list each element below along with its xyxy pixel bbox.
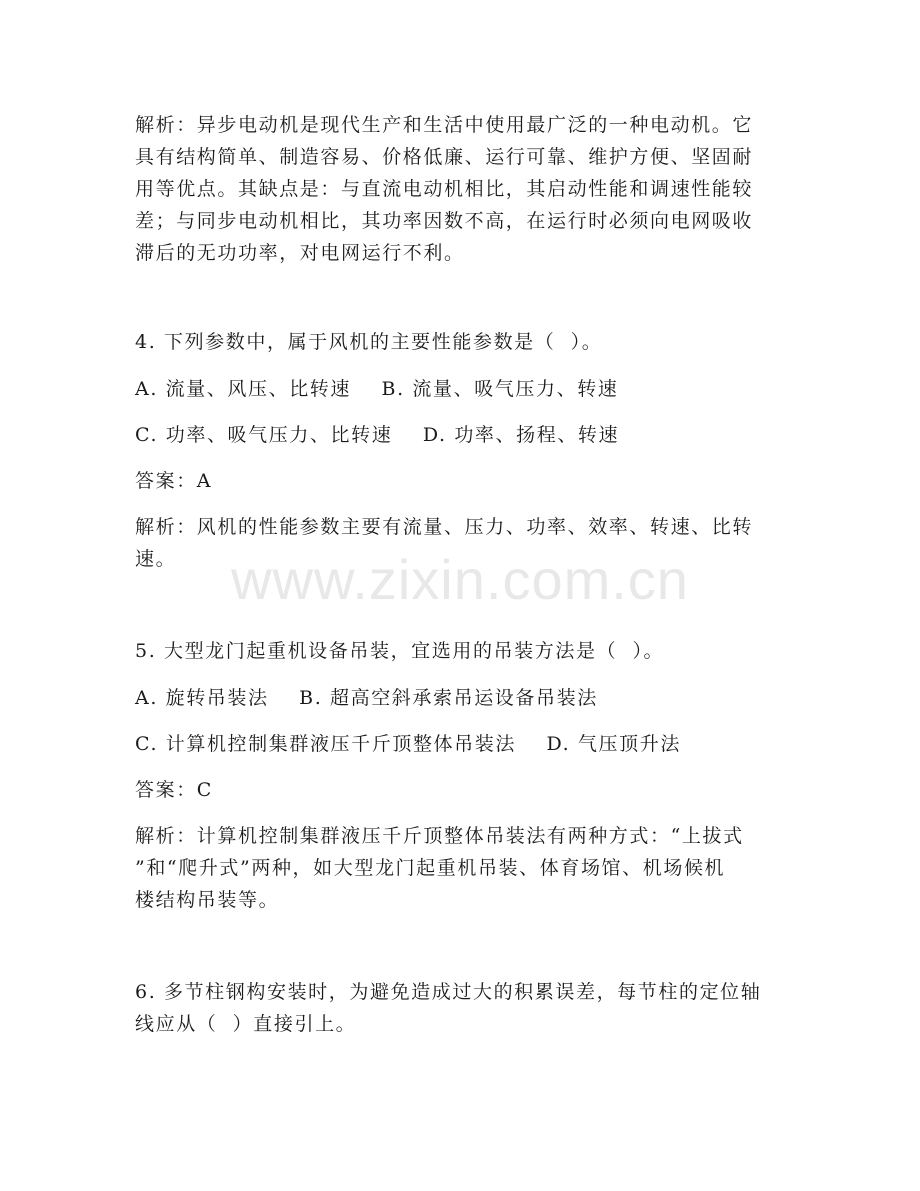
question-5-options-ab: A. 旋转吊装法 B. 超高空斜承索吊运设备吊装法	[135, 687, 598, 709]
analysis-line: 差；与同步电动机相比，其功率因数不高，在运行时必须向电网吸收	[135, 210, 754, 232]
question-5-options-cd: C. 计算机控制集群液压千斤顶整体吊装法 D. 气压顶升法	[135, 733, 681, 755]
question-5-text: 5. 大型龙门起重机设备吊装，宜选用的吊装方法是（ ）。	[135, 640, 665, 662]
question-5-analysis-line: 解析：计算机控制集群液压千斤顶整体吊装法有两种方式：“上拔式	[135, 825, 744, 847]
question-4-options-ab: A. 流量、风压、比转速 B. 流量、吸气压力、转速	[135, 378, 619, 400]
question-5-analysis-line: 楼结构吊装等。	[135, 889, 280, 911]
analysis-line: 具有结构简单、制造容易、价格低廉、运行可靠、维护方便、坚固耐	[135, 146, 754, 168]
question-4-analysis-line: 速。	[135, 548, 177, 570]
question-5-analysis-line: ”和“爬升式”两种，如大型龙门起重机吊装、体育场馆、机场候机	[135, 857, 726, 879]
question-5-answer: 答案：C	[135, 779, 213, 801]
analysis-line: 用等优点。其缺点是：与直流电动机相比，其启动性能和调速性能较	[135, 178, 754, 200]
analysis-line: 解析：异步电动机是现代生产和生活中使用最广泛的一种电动机。它	[135, 114, 754, 136]
question-4-options-cd: C. 功率、吸气压力、比转速 D. 功率、扬程、转速	[135, 424, 620, 446]
question-4-analysis-line: 解析：风机的性能参数主要有流量、压力、功率、效率、转速、比转	[135, 516, 754, 538]
question-4-answer: 答案：A	[135, 470, 213, 492]
question-6-text-line: 线应从（ ）直接引上。	[135, 1013, 357, 1035]
analysis-line: 滞后的无功功率，对电网运行不利。	[135, 242, 465, 264]
question-6-text-line: 6. 多节柱钢构安装时，为避免造成过大的积累误差，每节柱的定位轴	[135, 981, 762, 1003]
watermark: www.zixin.com.cn	[231, 548, 689, 611]
question-4-text: 4. 下列参数中，属于风机的主要性能参数是（ ）。	[135, 331, 603, 353]
